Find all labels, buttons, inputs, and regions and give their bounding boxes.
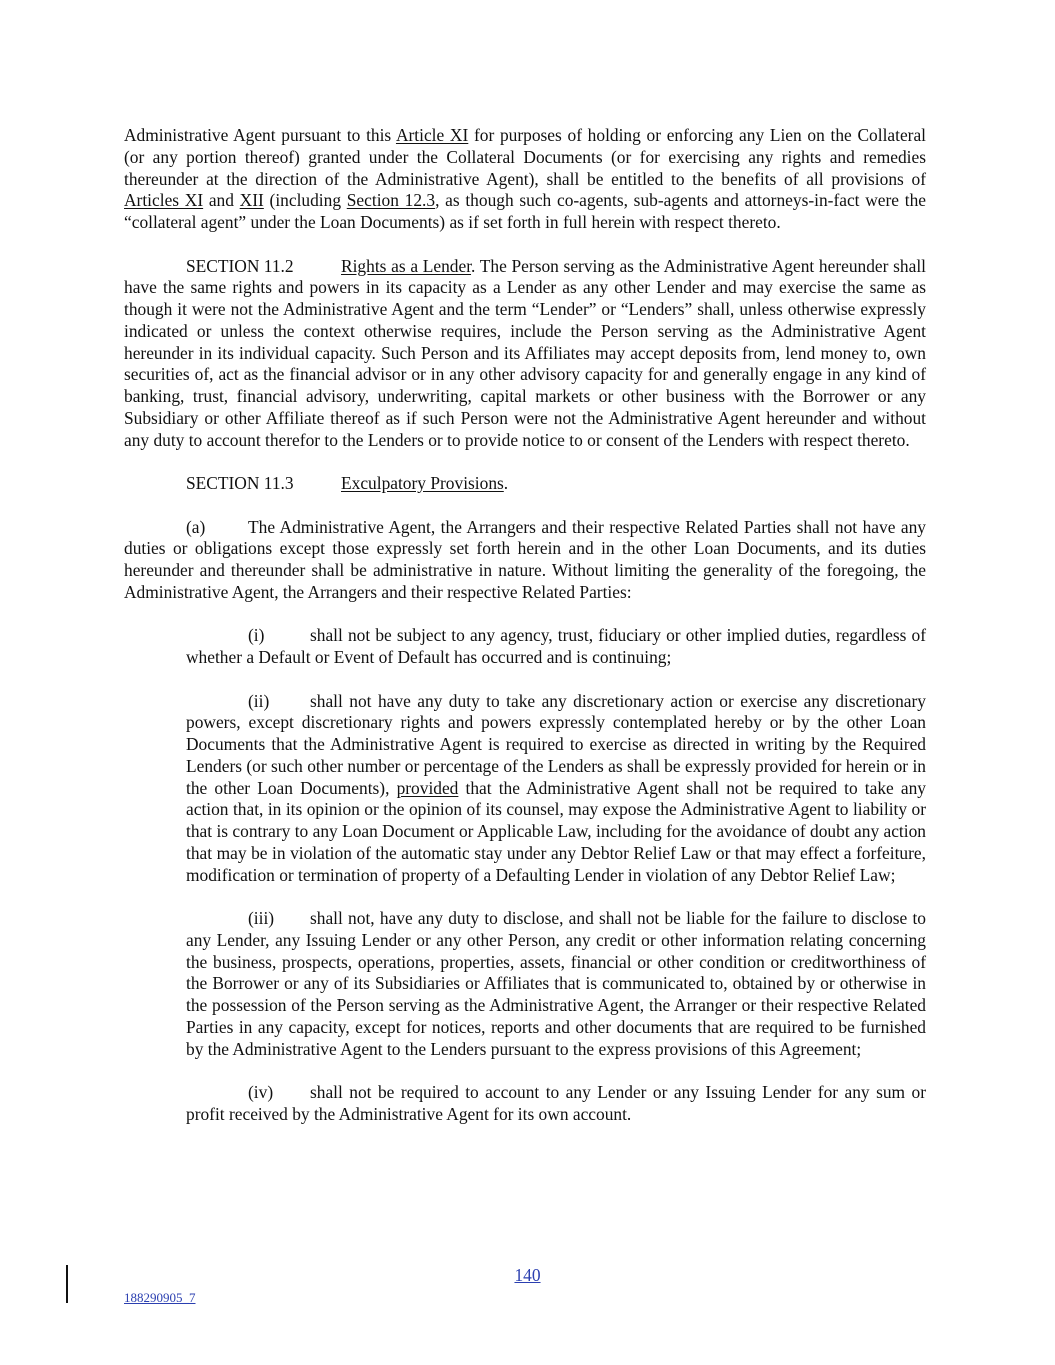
section-text: . The Person serving as the Administrative Agent hereunder shall have the same rights and powers in its capacity as a Lender as any other Lender and may exercise the same as though it were not the Administrative Agent and the term “Lender” or “Lenders” shall, unless otherwise expressly indicated or unless the context otherwise requires, include the Person serving as the Administrative Agent hereunder in its individual capacity. Such Person and its Affiliates may accept deposits from, lend money to, own securities of, act as the financial advisor or in any other advisory capacity for and generally engage in any kind of banking, trust, financial advisory, underwriting, capital markets or other business with the Borrower or any Subsidiary or other Affiliate thereof as if such Person were not the Administrative Agent hereunder and without any duty to account therefor to the Lenders or to provide notice to or consent of the Lenders with respect thereto. — [124, 255, 926, 450]
section-number: SECTION 11.3 — [186, 473, 294, 493]
reference-articles-xi: Articles XI — [124, 190, 204, 211]
text: Administrative Agent pursuant to this — [124, 125, 396, 145]
provided-term: provided — [396, 777, 459, 798]
paragraph-intro — [124, 125, 926, 234]
section-number: SECTION 11.2 — [186, 255, 294, 276]
document-body — [124, 125, 926, 1147]
text: , as though such co-agents, sub-agents and attorneys-in-fact were the “collateral agent” under the Loan Documents) as if set forth in full herein with respect thereto. — [124, 190, 926, 232]
text: (including — [263, 190, 347, 211]
clause-text: The Administrative Agent, the Arrangers and their respective Related Parties shall not have any duties or obligations except those expressly set forth herein and in the other Loan Documents, and its duties hereunder and thereunder shall be administrative in nature. Without limiting the generality of the foregoing, the Administrative Agent, the Arrangers and their respective Related Parties: — [124, 516, 926, 602]
clause-text: shall not be subject to any agency, trust, fiduciary or other implied duties, regardless of whether a Default or Event of Default has occurred and is continuing; — [186, 625, 926, 667]
reference-section-12-3: Section 12.3 — [346, 190, 436, 211]
clause-iii — [186, 908, 926, 1060]
clause-text: shall not have any duty to take any discretionary action or exercise any discretionary powers, except discretionary rights and powers expressly contemplated hereby or by the other Loan Documents that the Administrative Agent is required to exercise as directed in writing by the Required Lenders (or such other number or percentage of the Lenders as shall be expressly provided for herein or in the other Loan Documents), — [186, 690, 926, 798]
clause-label: (a) — [186, 516, 206, 537]
clause-label: (i) — [248, 625, 265, 646]
document-id[interactable]: 188290905_7 — [124, 1290, 196, 1305]
page-number — [0, 1265, 1055, 1287]
clause-label: (iv) — [248, 1082, 274, 1102]
section-11-3-heading — [124, 473, 926, 495]
section-11-2 — [124, 256, 926, 452]
page-number-text[interactable]: 140 — [514, 1265, 541, 1285]
clause-label: (iii) — [248, 908, 275, 928]
clause-ii — [186, 691, 926, 887]
clause-i — [186, 625, 926, 669]
clause-label: (ii) — [248, 690, 270, 711]
text: for purposes of holding or enforcing any Lien on the Collateral (or any portion thereof) granted under the Collateral Documents (or for exercising any rights and remedies thereunder at the direction of the Administrative Agent), shall be entitled to the benefits of all provisions of — [124, 125, 927, 189]
reference-article-xi: Article XI — [395, 125, 469, 145]
section-title: Rights as a Lender — [341, 255, 472, 276]
clause-text: shall not, have any duty to disclose, and shall not be liable for the failure to disclose to any Lender, any Issuing Lender or any other Person, any credit or other information relating concerning the business, prospects, operations, properties, assets, financial or other condition or creditworthiness of the Borrower or any of its Subsidiaries or Affiliates that is communicated to, obtained by or otherwise in the possession of the Person serving as the Administrative Agent, the Arranger or their respective Related Parties in any capacity, except for notices, reports and other documents that are required to be furnished by the Administrative Agent to the Lenders pursuant to the express provisions of this Agreement; — [186, 908, 926, 1059]
clause-text: that the Administrative Agent shall not be required to take any action that, in its opinion or the opinion of its counsel, may expose the Administrative Agent to liability or that is contrary to any Loan Document or Applicable Law, including for the avoidance of doubt any action that may be in violation of the automatic stay under any Debtor Relief Law or that may effect a forfeiture, modification or termination of property of a Defaulting Lender in violation of any Debtor Relief Law; — [186, 777, 927, 885]
reference-xii: XII — [239, 190, 264, 211]
text: . — [503, 473, 509, 493]
clause-a — [124, 517, 926, 604]
clause-text: shall not be required to account to any Lender or any Issuing Lender for any sum or profit received by the Administrative Agent for its own account. — [186, 1082, 926, 1124]
section-title: Exculpatory Provisions — [341, 473, 504, 493]
clause-iv — [186, 1082, 926, 1126]
text: and — [203, 190, 240, 211]
